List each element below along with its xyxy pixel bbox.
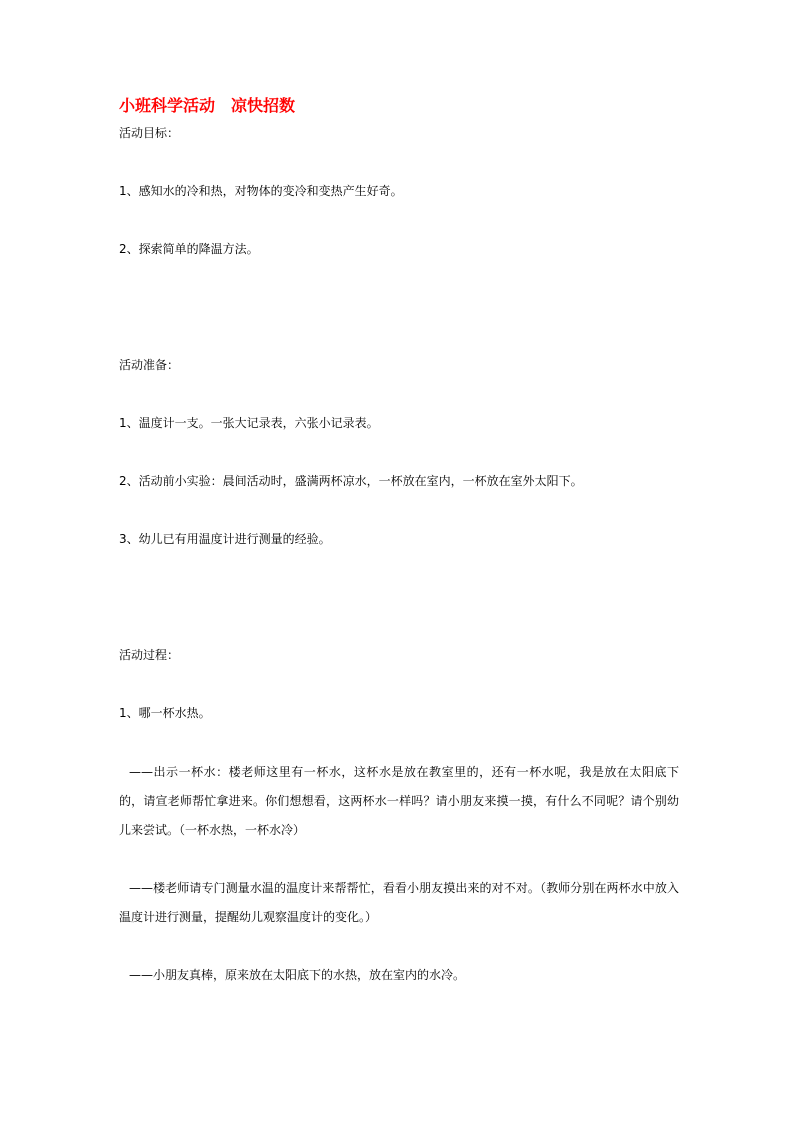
goal-item-1: 1、感知水的冷和热，对物体的变冷和变热产生好奇。 (119, 184, 403, 198)
preparation-item-2: 2、活动前小实验：晨间活动时，盛满两杯凉水，一杯放在室内，一杯放在室外太阳下。 (119, 474, 583, 488)
process-step-1: 1、哪一杯水热。 (119, 706, 211, 720)
preparation-item-3: 3、幼儿已有用温度计进行测量的经验。 (119, 532, 331, 546)
goals-heading: 活动目标： (119, 126, 180, 140)
process-paragraph-3: ——小朋友真棒，原来放在太阳底下的水热，放在室内的水冷。 (129, 968, 466, 982)
goal-item-2: 2、探索简单的降温方法。 (119, 242, 259, 256)
process-paragraph-1: ——出示一杯水：楼老师这里有一杯水，这杯水是放在教室里的，还有一杯水呢，我是放在太阳底下的，请宣老师帮忙拿进来。你们想想看，这两杯水一样吗？请小朋友来摸一摸，有什么不同呢？请个别幼儿来尝试。（一杯水热，一杯水冷） (119, 765, 679, 837)
document-title: 小班科学活动 凉快招数 (119, 96, 296, 115)
process-heading: 活动过程： (119, 648, 180, 662)
preparation-heading: 活动准备： (119, 358, 180, 372)
process-paragraph-2: ——楼老师请专门测量水温的温度计来帮帮忙，看看小朋友摸出来的对不对。（教师分别在两杯水中放入温度计进行测量，提醒幼儿观察温度计的变化。） (119, 881, 679, 924)
preparation-item-1: 1、温度计一支。一张大记录表，六张小记录表。 (119, 416, 379, 430)
